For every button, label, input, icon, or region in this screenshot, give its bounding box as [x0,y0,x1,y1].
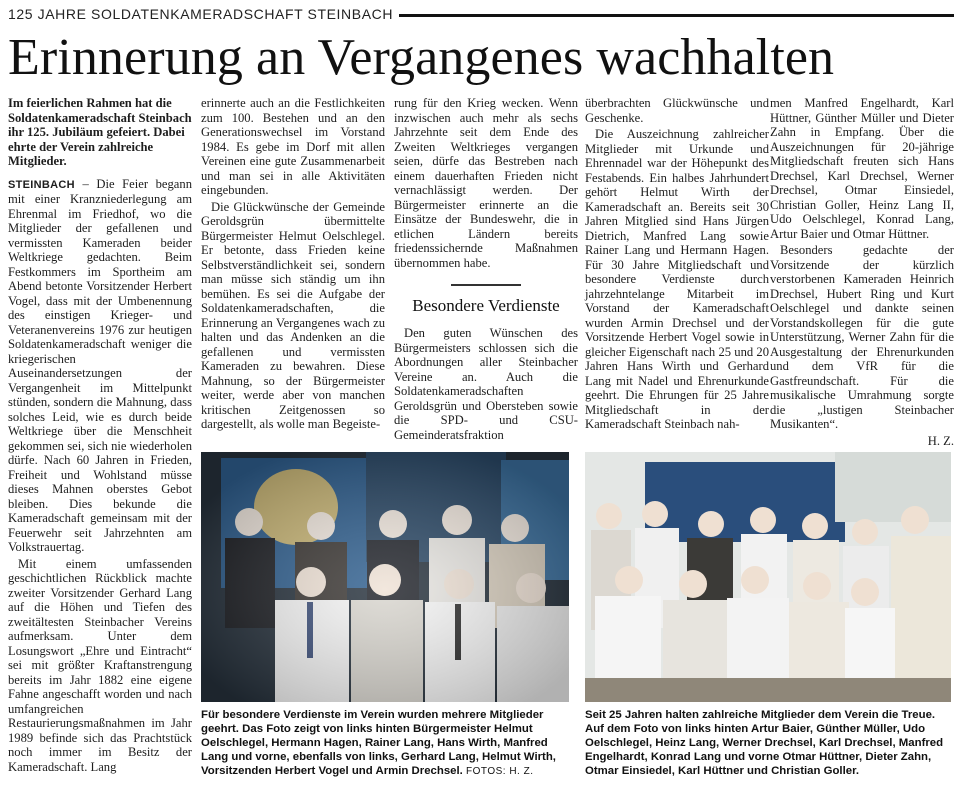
body-paragraph [8,177,192,555]
group-photo-long-serving-members [585,452,951,702]
lead-paragraph: Im feierlichen Rahmen hat die Soldatenkameradschaft Steinbach ihr 125. Jubiläum gefeiert. Dabei ehrte der Verein zahlreiche Mitglieder. [8,96,192,168]
article-column-5 [770,96,954,450]
body-paragraph: Die Auszeichnung zahlreicher Mitglieder mit Urkunde und Ehrennadel war der Höhepunkt des Festabends. Ein halbes Jahrhundert gehört Helmut Wirth der Kameradschaft an. Bereits seit 30 Jahren Mitglied sind Hans Jürgen Dietrich, Manfred Lang sowie Rainer Lang und Hermann Hagen. Für 30 Jahre Mitgliedschaft und besondere Verdienste durch jahrzehntelange Mitarbeit im Vorstand der Kameradschaft wurden Armin Drechsel und der Vorsitzende Herbert Vogel sowie in gleicher Eigenschaft nach 25 und 20 Jahren Hans Wirth und Gerhard Lang mit Nadel und Ehrenurkunde geehrt. Die Ehrungen für 25 Jahre Mitgliedschaft in der Kameradschaft Steinbach nah- [585,127,769,431]
article-column-1 [8,96,192,776]
article-column-2 [201,96,385,434]
body-paragraph: Die Glückwünsche der Gemeinde Geroldsgrün übermittelte Bürgermeister Helmut Oelschlegel. Er betonte, dass Frieden keine Selbstverständlichkeit sei, sondern man müsse sich ständig um ihn bemühen. Es sei die Aufgabe der Soldatenkameradschaften, die Erinnerung an Vergangenes wach zu halten und das Andenken an die gefallenen und vermissten Kameraden zu bewahren. Diese Mahnung, so der Bürgermeister weiter, werde aber von manchen kritischen Zeitgenossen so dargestellt, als wolle man Begeiste- [201,199,385,431]
photo-caption-left [201,708,573,779]
group-photo-long-serving-members-illustration [585,452,951,702]
body-paragraph: überbrachten Glückwünsche und Geschenke. [585,96,769,125]
photo-credit: FOTOS: H. Z. [466,766,534,777]
subhead-rule [451,284,521,286]
body-paragraph: Den guten Wünschen des Bürgermeisters schlossen sich die Abordnungen aller Steinbacher Vereine an. Auch die Soldatenkameradschaften Geroldsgrün und Obersteben sowie die SPD- und CSU-Gemeinderatsfraktion [394,326,578,442]
author-initials: H. Z. [927,433,954,448]
photo-caption-right: Seit 25 Jahren halten zahlreiche Mitglieder dem Verein die Treue. Auf dem Foto von links hinten Artur Baier, Günther Müller, Udo Oelschlegel, Heinz Lang, Werner Drechsel, Karl Drechsel, Manfred Engelhardt, Konrad Lang und vorne Otmar Hüttner, Dieter Zahn, Otmar Einsiedel, Karl Hüttner und Christian Goller. [585,709,944,777]
subheading: Besondere Verdienste [412,296,560,315]
kicker: 125 JAHRE SOLDATENKAMERADSCHAFT STEINBACH [8,6,399,22]
body-paragraph: erinnerte auch an die Festlichkeiten zum 100. Bestehen und an den Generationswechsel im Vorstand 1984. Es gebe im Dorf mit allen Vereinen eine gute Zusammenarbeit und man sei in alle Aktivitäten eingebunden. [201,96,385,197]
headline: Erinnerung an Vergangenes wachhalten [8,29,835,86]
kicker-row [8,4,954,24]
body-paragraph: men Manfred Engelhardt, Karl Hüttner, Günther Müller und Dieter Zahn in Empfang. Über die Auszeichnungen für 20-jährige Mitgliedschaft freuten sich Hans Drechsel, Karl Drechsel, Werner Drechsel, Otmar Einsiedel, Christian Goller, Heinz Lang II, Udo Oelschlegel, Konrad Lang, Artur Baier und Otmar Hüttner. [770,96,954,241]
dateline: STEINBACH [8,178,75,191]
body-paragraph: Mit einem umfassenden geschichtlichen Rückblick machte zweiter Vorsitzender Gerhard Lang auf die Höhen und Tiefen des zweitältesten Steinbacher Vereins aufmerksam. Unter dem Losungswort „Ehre und Eintracht“ sei mit größter Kraftanstrengung bereits im Jahr 1882 eine eigene Fahne angeschafft worden und nach umfangreichen Restaurierungsmaßnahmen im Jahr 1989 befinde sich das Prachtstück noch immer im Besitz der Kameradschaft. Lang [8,556,192,774]
subhead-block [394,284,578,316]
body-text: – Die Feier begann mit einer Kranzniederlegung am Ehrenmal im Friedhof, wo die Mitglieder der gefallenen und vermissten Kameraden beider Weltkriege gedachten. Beim Festkommers im Sportheim am Abend betonte Vorsitzender Herbert Vogel, dass mit der Umbenennung des einstigen Krieger- und Veteranenvereins 1976 zur heutigen Soldatenkameradschaft weniger die kriegerischen Auseinandersetzungen der Vergangenheit im Mittelpunkt stünden, sondern die Mahnung, dass solches Leid, wie es durch beide Weltkriege über die Menschheit gekommen sei, sich nie wiederholen dürfe. Nach 60 Jahren in Frieden, Freiheit und Wohlstand müsse dieses Mahnen oberstes Gebot bleiben. Dies bekunde die Kameradschaft gemeinsam mit der Feuerwehr seit Jahrzehnten am Volkstrauertag. [8,176,192,554]
article-column-3 [394,96,578,444]
body-paragraph: Besonders gedachte der Vorsitzende der kürzlich verstorbenen Kameraden Heinrich Drechsel, Hubert Ring und Kurt Oelschlegel und dankte seinen Vorstandskollegen für die gute Unterstützung, Werner Zahn für die Ausgestaltung der Ehrenurkunden und dem VfR für die Gastfreundschaft. Für die musikalische Umrahmung sorgte die „lustigen Steinbacher Musikanten“. [770,243,954,431]
caption-text: Für besondere Verdienste im Verein wurden mehrere Mitglieder geehrt. Das Foto zeigt von links hinten Bürgermeister Helmut Oelschlegel, Hermann Hagen, Rainer Lang, Hans Wirth, Manfred Lang und vorne, ebenfalls von links, Gerhard Lang, Helmut Wirth, Vorsitzenden Herbert Vogel und Armin Drechsel. [201,709,556,777]
group-photo-honored-members-illustration [201,452,569,702]
group-photo-honored-members [201,452,569,702]
body-paragraph: rung für den Krieg wecken. Wenn inzwischen auch mehr als sechs Jahrzehnte seit dem Ende des Zweiten Weltkrieges vergangen seien, dürfe das Bestreben nach einem dauerhaften Frieden nicht vernachlässigt werden. Der Bürgermeister erinnerte an die Einsätze der Bundeswehr, die in etlichen Ländern bereits friedenssichernde Maßnahmen übernommen habe. [394,96,578,270]
article-column-4 [585,96,769,434]
